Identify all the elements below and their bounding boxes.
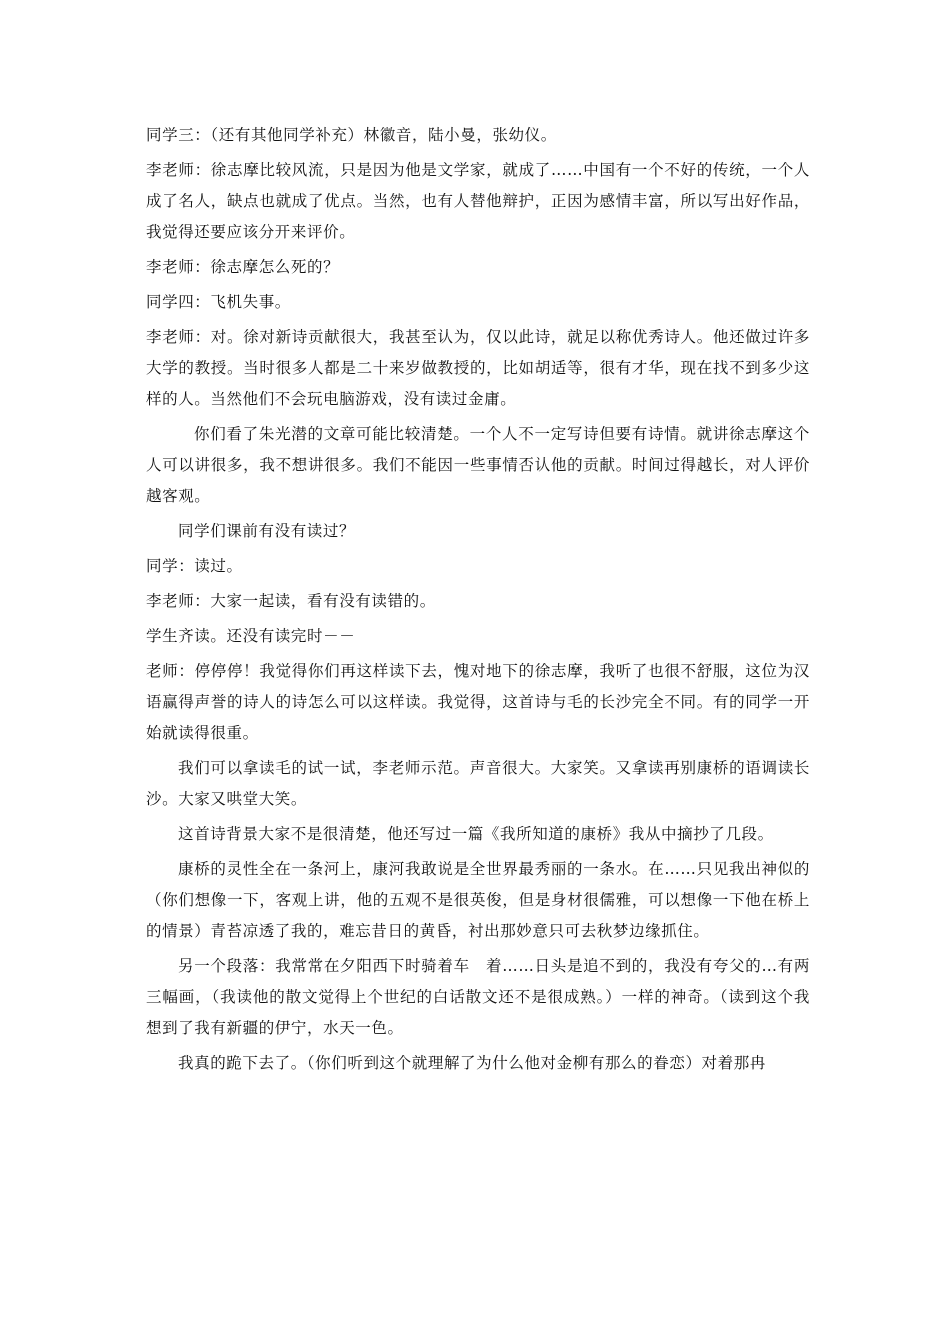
paragraph-cambridge-excerpt: 康桥的灵性全在一条河上，康河我敢说是全世界最秀丽的一条水。在……只见我出神似的（你们想像一下，客观上讲，他的五观不是很英俊，但是身材很儒雅，可以想像一下他在桥上的情景）青苔凉透了我的，难忘昔日的黄昏，衬出那妙意只可去秋梦边缘抓住。 <box>146 860 810 940</box>
paragraph-read-before-class: 同学们课前有没有读过？ <box>178 522 356 540</box>
document-page <box>146 120 810 1079</box>
paragraph-teacher-contribution: 李老师：对。徐对新诗贡献很大，我甚至认为，仅以此诗，就足以称优秀诗人。他还做过许多大学的教授。当时很多人都是二十来岁做教授的，比如胡适等，很有才华，现在找不到多少这样的人。当然他们不会玩电脑游戏，没有读过金庸。 <box>146 328 810 408</box>
paragraph-zhu-guangqian: 你们看了朱光潜的文章可能比较清楚。一个人不一定写诗但要有诗情。就讲徐志摩这个人可以讲很多，我不想讲很多。我们不能因一些事情否认他的贡献。时间过得越长，对人评价越客观。 <box>146 425 810 505</box>
paragraph-read-together: 李老师：大家一起读，看有没有读错的。 <box>146 592 436 610</box>
paragraph-teacher-stop: 老师：停停停！我觉得你们再这样读下去，愧对地下的徐志摩，我听了也很不舒服，这位为汉语赢得声誉的诗人的诗怎么可以这样读。我觉得，这首诗与毛的长沙完全不同。有的同学一开始就读得很重。 <box>146 662 810 742</box>
paragraph-classmate-answer: 同学：读过。 <box>146 557 243 575</box>
paragraph-teacher-question: 李老师：徐志摩怎么死的？ <box>146 258 340 276</box>
paragraph-kneel: 我真的跪下去了。（你们听到这个就理解了为什么他对金柳有那么的眷恋）对着那冉 <box>178 1054 766 1072</box>
paragraph-students-reading: 学生齐读。还没有读完时－－ <box>146 627 356 645</box>
paragraph-teacher-on-xu-zhimo: 李老师：徐志摩比较风流，只是因为他是文学家，就成了……中国有一个不好的传统，一个人成了名人，缺点也就成了优点。当然，也有人替他辩护，正因为感情丰富，所以写出好作品，我觉得还要应该分开来评价。 <box>146 161 810 241</box>
paragraph-another-excerpt: 另一个段落：我常常在夕阳西下时骑着车 着……日头是追不到的，我没有夸父的…有两三幅画，（我读他的散文觉得上个世纪的白话散文还不是很成熟。）一样的神奇。（读到这个我想到了我有新疆的伊宁，水天一色。 <box>146 957 810 1037</box>
paragraph-classmate-four: 同学四：飞机失事。 <box>146 293 291 311</box>
paragraph-background: 这首诗背景大家不是很清楚，他还写过一篇《我所知道的康桥》我从中摘抄了几段。 <box>178 825 774 843</box>
paragraph-demonstration: 我们可以拿读毛的试一试，李老师示范。声音很大。大家笑。又拿读再别康桥的语调读长沙。大家又哄堂大笑。 <box>146 759 810 808</box>
paragraph-classmate-three: 同学三：（还有其他同学补充）林徽音，陆小曼，张幼仪。 <box>146 126 557 144</box>
